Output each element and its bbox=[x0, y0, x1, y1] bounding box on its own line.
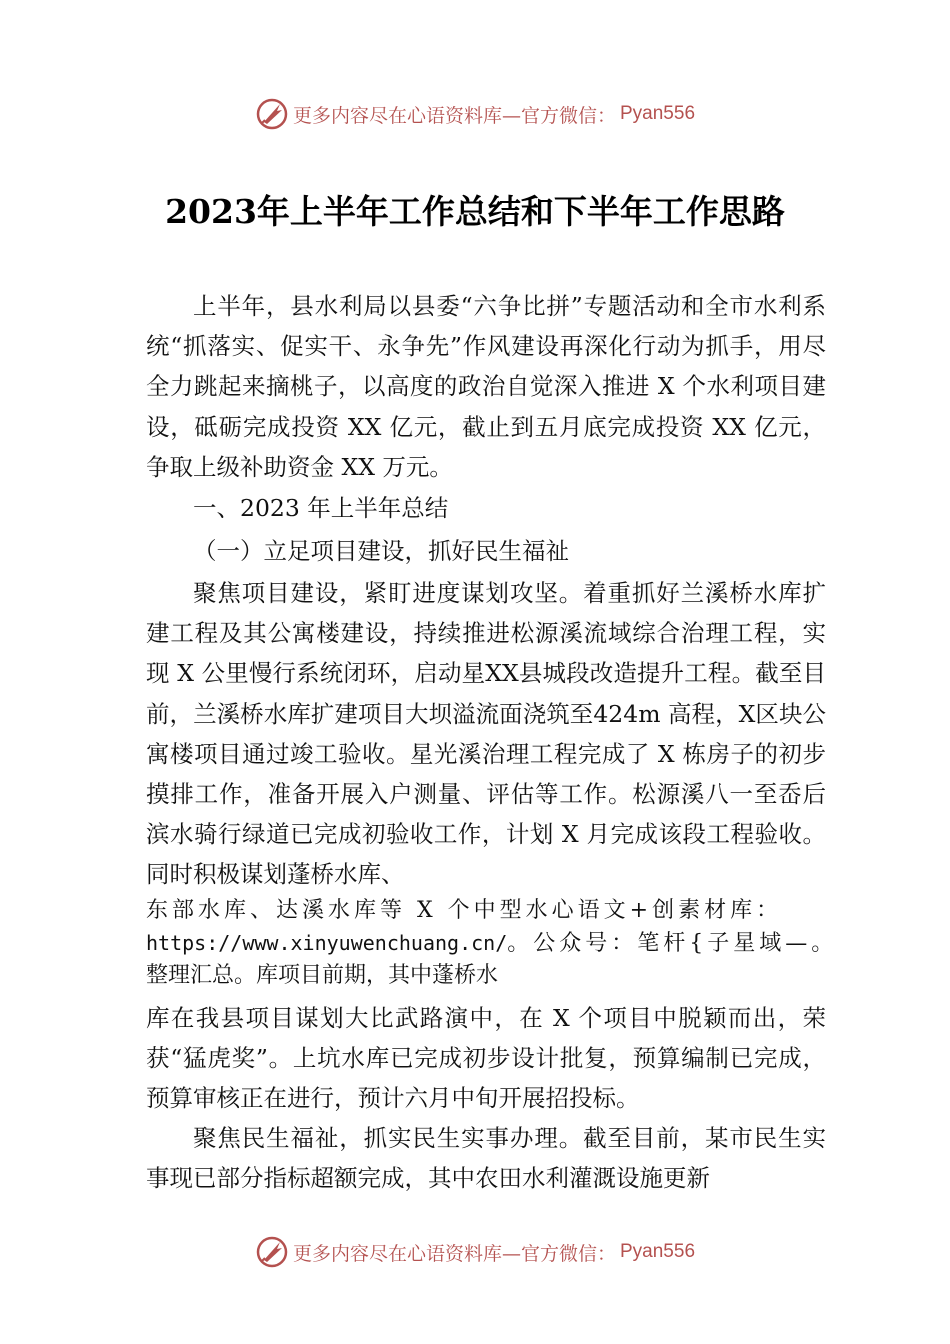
watermark-line-1: 东部水库、达溪水库等 X 个中型水心语文+创素材库： bbox=[146, 897, 783, 923]
paragraph-livelihood: 聚焦民生福祉，抓实民生实事办理。截至目前，某市民生实事现已部分指标超额完成，其中农田水利灌溉设施更新 bbox=[146, 1124, 826, 1193]
banner-text: 更多内容尽在心语资料库—官方微信： bbox=[292, 1242, 616, 1265]
quill-logo-icon bbox=[255, 1235, 289, 1269]
paragraph-projects: 聚焦项目建设，紧盯进度谋划攻坚。着重抓好兰溪桥水库扩建工程及其公寓楼建设，持续推进松源溪流域综合治理工程，实现 X 公里慢行系统闭环，启动星XX县城段改造提升工程。截至目前，兰溪桥水库扩建项目大坝溢流面浇筑至424m 高程，X区块公寓楼项目通过竣工验收。星光溪治理工程完成了 X 栋房子的初步摸排工作，准备开展入户测量、评估等工作。松源溪八一至岙后滨水骑行绿道已完成初验收工作，计划 X 月完成该段工程验收。同时积极谋划蓬桥水库、 bbox=[146, 579, 826, 889]
watermark-line-2: https://www.xinyuwenchuang.cn/。公众号：笔杆{子星域—。 bbox=[146, 930, 838, 956]
intro-paragraph: 上半年，县水利局以县委“六争比拼”专题活动和全市水利系统“抓落实、促实干、永争先”作风建设再深化行动为抓手，用尽全力跳起来摘桃子，以高度的政治自觉深入推进 X 个水利项目建设，砥砺完成投资 XX 亿元，截止到五月底完成投资 XX 亿元，争取上级补助资金 XX 万元。 bbox=[146, 292, 826, 481]
watermark-line-3: 整理汇总。库项目前期，其中蓬桥水 bbox=[146, 962, 499, 988]
section-heading: 一、2023 年上半年总结 bbox=[193, 494, 449, 523]
banner-wechat-id: Pyan556 bbox=[620, 1241, 696, 1262]
footer-banner bbox=[0, 1232, 950, 1272]
paragraph-continuation: 库在我县项目谋划大比武路演中，在 X 个项目中脱颖而出，荣获“猛虎奖”。上坑水库已完成初步设计批复，预算编制已完成，预算审核正在进行，预计六月中旬开展招投标。 bbox=[146, 1003, 826, 1113]
header-banner bbox=[0, 94, 950, 134]
subsection-heading: （一）立足项目建设，抓好民生福祉 bbox=[193, 537, 569, 566]
quill-logo-icon bbox=[255, 97, 289, 131]
page-title: 2023年上半年工作总结和下半年工作思路 bbox=[165, 192, 785, 231]
watermark-url: https://www.xinyuwenchuang.cn/ bbox=[146, 930, 508, 955]
document-body bbox=[146, 286, 838, 1199]
banner-wechat-id: Pyan556 bbox=[620, 103, 696, 124]
banner-text: 更多内容尽在心语资料库—官方微信： bbox=[292, 104, 616, 127]
